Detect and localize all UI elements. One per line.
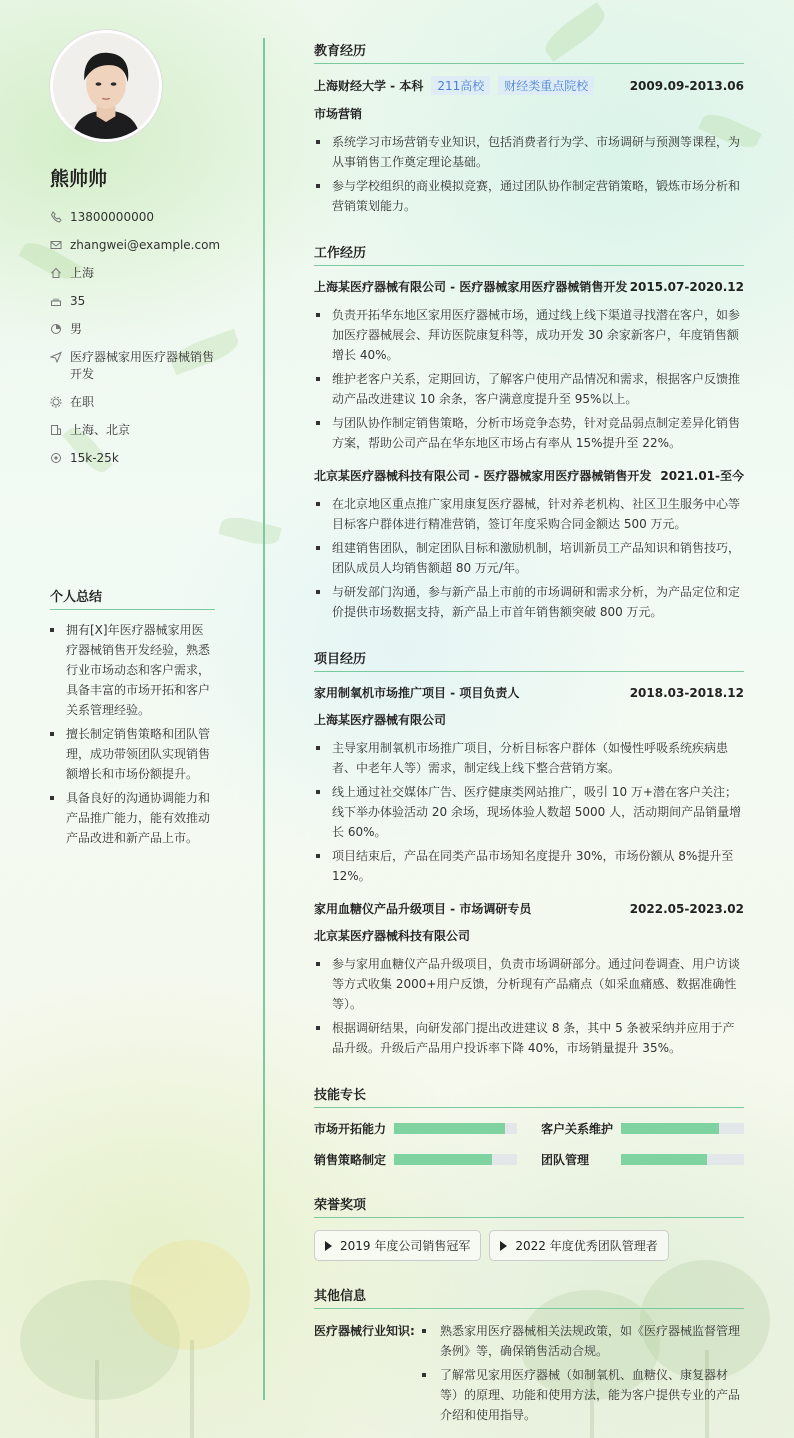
salary-icon: [50, 452, 62, 464]
list-item: 与团队协作制定销售策略，分析市场竞争态势，针对竞品弱点制定差异化销售方案，帮助公司产品在华东地区市场占有率从 15%提升至 22%。: [314, 413, 744, 453]
info-text: 医疗器械家用医疗器械销售开发: [70, 350, 215, 381]
list-item: 线上通过社交媒体广告、医疗健康类网站推广，吸引 10 万+潜在客户关注；线下举办体验活动 20 余场，现场体验人数超 5000 人，活动期间产品销量增长 60%。: [314, 782, 744, 842]
info-text: zhangwei@example.com: [70, 238, 221, 252]
project-details: [314, 954, 744, 1058]
awards-section: [314, 1194, 744, 1261]
education-section: [314, 40, 744, 216]
list-item: 了解常见家用医疗器械（如制氧机、血糖仪、康复器材等）的原理、功能和使用方法，能为客户提供专业的产品介绍和使用指导。: [416, 1365, 744, 1425]
skills-grid: [314, 1120, 744, 1168]
job-title: 上海某医疗器械有限公司 - 医疗器械家用医疗器械销售开发: [314, 280, 628, 294]
section-title: 荣誉奖项: [314, 1194, 744, 1218]
info-target-position: [50, 349, 215, 383]
column-divider: [263, 38, 265, 1400]
project-title: 家用血糖仪产品升级项目 - 市场调研专员: [314, 902, 532, 916]
list-item: 熟悉家用医疗器械相关法规政策，如《医疗器械监督管理条例》等，确保销售活动合规。: [416, 1321, 744, 1361]
info-age: [50, 293, 215, 310]
email-icon: [50, 239, 62, 251]
phone-icon: [50, 211, 62, 223]
awards-list: [314, 1230, 744, 1261]
date-range: 2021.01-至今: [660, 469, 744, 483]
skill-bar-fill: [394, 1123, 505, 1134]
school-tag: 211高校: [431, 76, 490, 95]
skill-bar: [394, 1154, 517, 1165]
candidate-name: 熊帅帅: [50, 168, 108, 190]
send-icon: [50, 351, 62, 363]
job-header: [314, 467, 744, 484]
skill-item: [314, 1151, 517, 1168]
skill-bar: [621, 1154, 744, 1165]
info-text: 男: [70, 322, 83, 336]
award-label: 2019 年度公司销售冠军: [340, 1239, 471, 1253]
skill-item: [541, 1120, 744, 1137]
info-text: 上海、北京: [70, 423, 131, 437]
school-name: 上海财经大学 - 本科: [314, 79, 424, 93]
skill-name: 团队管理: [541, 1153, 590, 1167]
date-range: 2015.07-2020.12: [629, 279, 744, 294]
list-item: 具备良好的沟通协调能力和产品推广能力，能有效推动产品改进和新产品上市。: [50, 788, 215, 848]
date-range: 2018.03-2018.12: [629, 685, 744, 700]
info-phone: [50, 209, 215, 226]
other-section: [314, 1285, 744, 1429]
contact-info-list: [50, 209, 221, 467]
list-item: 拥有[X]年医疗器械家用医疗器械销售开发经验，熟悉行业市场动态和客户需求，具备丰富的市场开拓和客户关系管理经验。: [50, 620, 215, 720]
info-city: [50, 265, 215, 282]
date-range: 2009.09-2013.06: [629, 78, 744, 93]
work-section: [314, 242, 744, 622]
skill-name: 销售策略制定: [314, 1153, 387, 1167]
list-item: 参与家用血糖仪产品升级项目，负责市场调研部分。通过问卷调查、用户访谈等方式收集 2000+用户反馈，分析现有产品痛点（如采血痛感、数据准确性等）。: [314, 954, 744, 1014]
info-text: 13800000000: [70, 210, 154, 224]
skills-section: [314, 1084, 744, 1168]
section-title: 教育经历: [314, 40, 744, 64]
list-item: 擅长制定销售策略和团队管理，成功带领团队实现销售额增长和市场份额提升。: [50, 724, 215, 784]
list-item: 系统学习市场营销专业知识，包括消费者行为学、市场调研与预测等课程，为从事销售工作奠定理论基础。: [314, 132, 744, 172]
skill-bar-fill: [621, 1123, 719, 1134]
projects-section: [314, 648, 744, 1058]
list-item: 负责开拓华东地区家用医疗器械市场，通过线上线下渠道寻找潜在客户，如参加医疗器械展会、拜访医院康复科等，成功开发 30 余家新客户，年度销售额增长 40%。: [314, 305, 744, 365]
project-details: [314, 738, 744, 886]
section-title: 项目经历: [314, 648, 744, 672]
play-triangle-icon: [500, 1241, 507, 1251]
list-item: 与研发部门沟通，参与新产品上市前的市场调研和需求分析，为产品定位和定价提供市场数据支持，新产品上市首年销售额突破 800 万元。: [314, 582, 744, 622]
other-list: [416, 1321, 744, 1429]
avatar: [50, 30, 162, 142]
date-range: 2022.05-2023.02: [629, 901, 744, 916]
list-item: 参与学校组织的商业模拟竞赛，通过团队协作制定营销策略，锻炼市场分析和营销策划能力。: [314, 176, 744, 216]
award-label: 2022 年度优秀团队管理者: [515, 1239, 658, 1253]
age-icon: [50, 295, 62, 307]
job-header: [314, 278, 744, 295]
list-item: 组建销售团队，制定团队目标和激励机制，培训新员工产品知识和销售技巧，团队成员人均销售额超 80 万元/年。: [314, 538, 744, 578]
project-title: 家用制氧机市场推广项目 - 项目负责人: [314, 686, 520, 700]
gender-icon: [50, 323, 62, 335]
project-company: 北京某医疗器械科技有限公司: [314, 929, 471, 943]
info-text: 在职: [70, 395, 95, 409]
status-icon: [50, 396, 62, 408]
award-badge: [489, 1230, 668, 1261]
info-text: 上海: [70, 266, 95, 280]
major: 市场营销: [314, 107, 363, 121]
skill-name: 客户关系维护: [541, 1122, 614, 1136]
play-triangle-icon: [325, 1241, 332, 1251]
summary-list: [50, 620, 215, 848]
job-details: [314, 305, 744, 453]
avatar-portrait-icon: [53, 33, 159, 139]
info-text: 15k-25k: [70, 451, 119, 465]
skill-bar-fill: [394, 1154, 492, 1165]
main-content: [314, 40, 744, 1438]
project-header: [314, 900, 744, 917]
info-status: [50, 394, 215, 411]
skill-bar: [621, 1123, 744, 1134]
info-salary: [50, 450, 215, 467]
job-title: 北京某医疗器械科技有限公司 - 医疗器械家用医疗器械销售开发: [314, 469, 652, 483]
building-icon: [50, 424, 62, 436]
education-details: [314, 132, 744, 216]
job-details: [314, 494, 744, 622]
section-title: 工作经历: [314, 242, 744, 266]
info-text: 35: [70, 294, 86, 308]
education-header: [314, 76, 744, 95]
skill-name: 市场开拓能力: [314, 1122, 387, 1136]
award-badge: [314, 1230, 481, 1261]
school-tag: 财经类重点院校: [498, 76, 594, 95]
info-gender: [50, 321, 215, 338]
home-icon: [50, 267, 62, 279]
section-title: 技能专长: [314, 1084, 744, 1108]
project-header: [314, 684, 744, 701]
section-title: 个人总结: [50, 586, 215, 610]
skill-bar-fill: [621, 1154, 707, 1165]
list-item: 主导家用制氧机市场推广项目，分析目标客户群体（如慢性呼吸系统疾病患者、中老年人等）需求，制定线上线下整合营销方案。: [314, 738, 744, 778]
info-work-cities: [50, 422, 215, 439]
project-company: 上海某医疗器械有限公司: [314, 713, 447, 727]
skill-bar: [394, 1123, 517, 1134]
info-email: [50, 237, 221, 254]
other-info: [314, 1321, 744, 1429]
skill-item: [314, 1120, 517, 1137]
skill-item: [541, 1151, 744, 1168]
other-label: 医疗器械行业知识:: [314, 1324, 415, 1338]
list-item: 项目结束后，产品在同类产品市场知名度提升 30%，市场份额从 8%提升至 12%。: [314, 846, 744, 886]
list-item: 根据调研结果，向研发部门提出改进建议 8 条，其中 5 条被采纳并应用于产品升级。升级后产品用户投诉率下降 40%，市场销量提升 35%。: [314, 1018, 744, 1058]
list-item: 在北京地区重点推广家用康复医疗器械，针对养老机构、社区卫生服务中心等目标客户群体进行精准营销，签订年度采购合同金额达 500 万元。: [314, 494, 744, 534]
personal-summary: [50, 586, 215, 852]
list-item: 维护老客户关系，定期回访，了解客户使用产品情况和需求，根据客户反馈推动产品改进建议 10 余条，客户满意度提升至 95%以上。: [314, 369, 744, 409]
section-title: 其他信息: [314, 1285, 744, 1309]
profile-sidebar: [50, 30, 221, 478]
